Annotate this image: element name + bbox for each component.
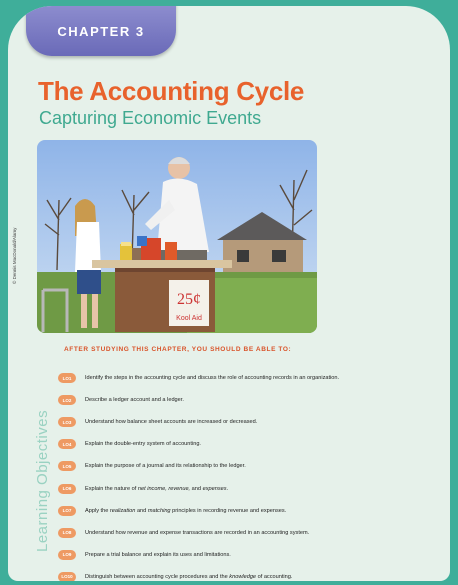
- objective-text: [85, 419, 257, 425]
- objective-text-part: Distinguish between accounting cycle procedures and the: [85, 573, 230, 580]
- objectives-list: [58, 367, 438, 581]
- objective-text-part: of accounting.: [256, 573, 293, 580]
- objective-item: [58, 367, 438, 389]
- objective-text: [85, 574, 292, 580]
- objective-text-part: Understand how balance sheet accounts are increased or decreased.: [85, 419, 258, 426]
- objective-text-part: expenses: [202, 485, 227, 492]
- objective-badge: LO9: [58, 550, 76, 560]
- objective-text: [85, 530, 309, 536]
- objective-badge: LO7: [58, 506, 76, 516]
- objective-text-part: Identify the steps in the accounting cycle and discuss the role of accounting records in an organization.: [85, 375, 340, 382]
- objective-item: [58, 566, 438, 581]
- objective-badge: LO4: [58, 439, 76, 449]
- objective-text-part: knowledge: [229, 573, 257, 580]
- book-page: [8, 6, 450, 581]
- objective-text: [85, 441, 201, 447]
- objective-badge: LO10: [58, 572, 76, 581]
- objective-text-part: .: [226, 485, 229, 492]
- objective-text-part: and: [190, 485, 203, 492]
- objective-text-part: matching: [147, 507, 171, 514]
- objective-item: [58, 477, 438, 499]
- objective-text-part: Explain the double-entry system of accounting.: [85, 441, 201, 448]
- lemonade-stand-illustration: [37, 140, 317, 333]
- objective-text-part: principles in recording revenue and expenses.: [170, 507, 287, 514]
- objective-text-part: Understand how revenue and expense transactions are recorded in an accounting system.: [85, 529, 310, 536]
- photo-credit: © Dennis MacDonald/Alamy: [12, 227, 17, 284]
- objective-badge: LO8: [58, 528, 76, 538]
- objective-item: [58, 455, 438, 477]
- objective-text-part: net income, revenue,: [137, 485, 191, 492]
- objective-badge: LO3: [58, 417, 76, 427]
- objective-text-part: Explain the nature of: [85, 485, 138, 492]
- objective-badge: LO6: [58, 484, 76, 494]
- objective-text: [85, 508, 286, 514]
- objective-item: [58, 411, 438, 433]
- objective-item: [58, 389, 438, 411]
- chapter-photo: [37, 140, 317, 333]
- chapter-tab: [26, 6, 176, 56]
- objective-item: [58, 544, 438, 566]
- objective-text: [85, 463, 246, 469]
- objective-text-part: Explain the purpose of a journal and its relationship to the ledger.: [85, 463, 246, 470]
- sign-text: Kool Aid: [176, 315, 202, 322]
- objective-badge: LO2: [58, 395, 76, 405]
- objective-text: [85, 397, 184, 403]
- sign-price: 25¢: [177, 291, 201, 308]
- objective-text: [85, 486, 228, 492]
- page-subtitle: Capturing Economic Events: [39, 108, 262, 128]
- objective-text-part: Apply the: [85, 507, 110, 514]
- objective-text-part: and: [135, 507, 148, 514]
- objective-text-part: realization: [109, 507, 136, 514]
- objective-badge: LO1: [58, 373, 76, 383]
- objective-text: [85, 375, 339, 381]
- objective-text-part: Prepare a trial balance and explain its uses and limitations.: [85, 551, 231, 558]
- learning-objectives-side-label: Learning Objectives: [34, 409, 51, 552]
- objective-item: [58, 522, 438, 544]
- page-title: The Accounting Cycle: [38, 76, 305, 106]
- objective-badge: LO5: [58, 461, 76, 471]
- objectives-heading: AFTER STUDYING THIS CHAPTER, YOU SHOULD BE ABLE TO:: [64, 346, 292, 353]
- objective-text-part: Describe a ledger account and a ledger.: [85, 397, 184, 404]
- chapter-label: CHAPTER 3: [57, 23, 145, 39]
- objective-item: [58, 433, 438, 455]
- objective-text: [85, 552, 231, 558]
- objective-item: [58, 500, 438, 522]
